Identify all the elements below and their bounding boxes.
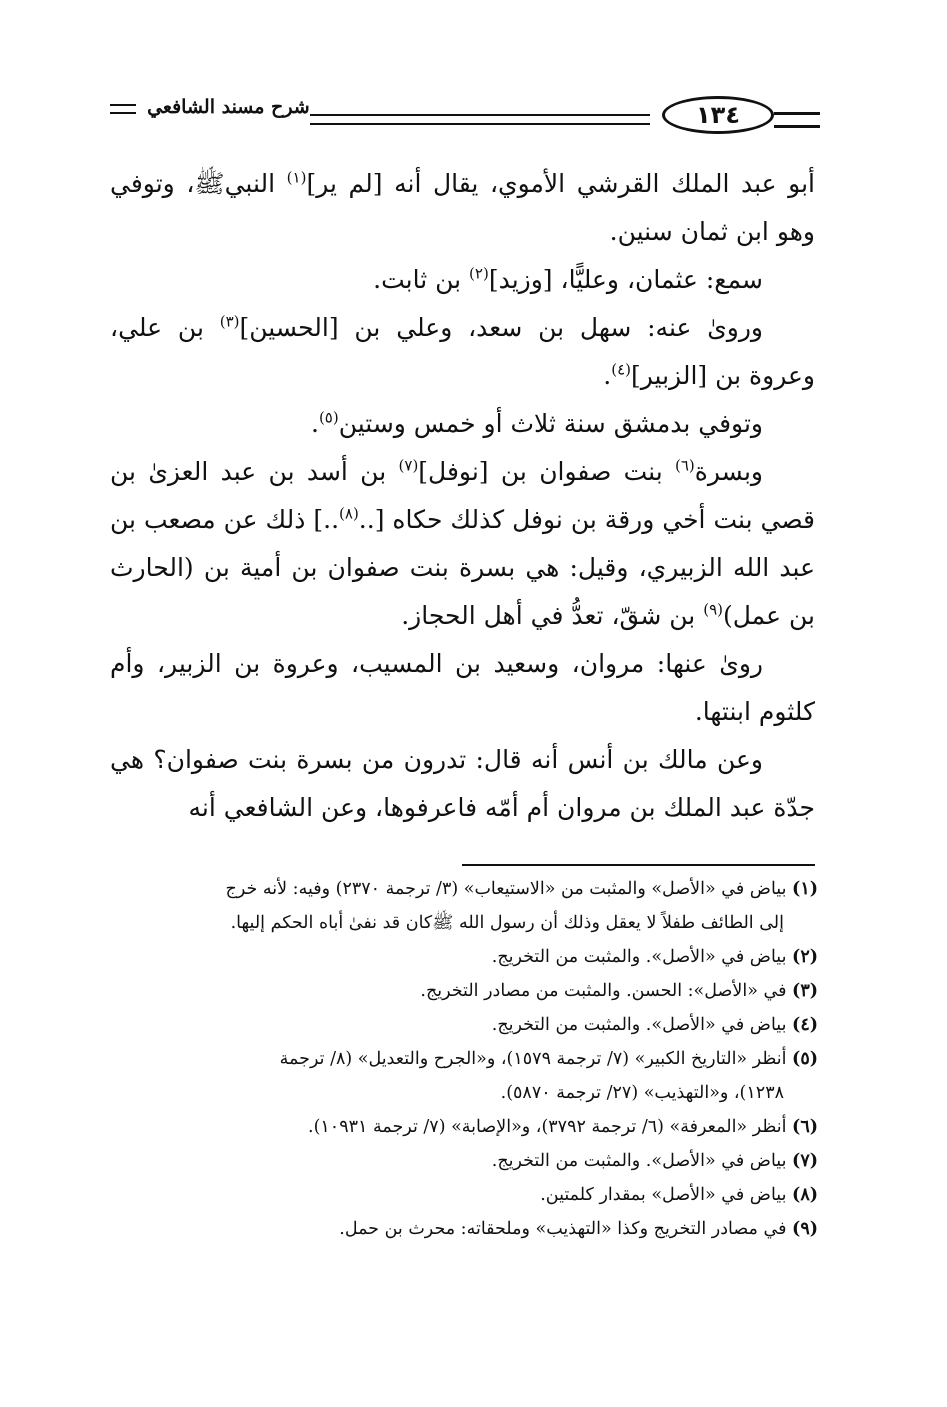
footnote-ref: (٢) (469, 264, 489, 283)
footnote-text: بياض في «الأصل». والمثبت من التخريج. (491, 1015, 787, 1035)
footnote-ref: (٥) (318, 408, 339, 427)
paragraph-1 (110, 160, 815, 256)
footnote-text: أنظر «التاريخ الكبير» (٧/ ترجمة ١٥٧٩)، و«الجرح والتعديل» (٨/ ترجمة (279, 1049, 787, 1069)
text-run: . (310, 409, 319, 438)
book-title: شرح مسند الشافعي (147, 96, 310, 118)
footnote-item (108, 1144, 818, 1178)
title-ornament-rule (110, 104, 136, 114)
page-number: ١٣٤ (696, 101, 740, 129)
footnote-item (108, 872, 818, 940)
footnote-number: (٥) (792, 1049, 818, 1069)
running-header (110, 88, 820, 144)
text-run: وروىٰ عنه: سهل بن سعد، وعلي بن [الحسين] (239, 313, 763, 342)
footnote-number: (٣) (792, 981, 818, 1001)
paragraph-7 (110, 736, 815, 832)
footnote-text: بياض في «الأصل». والمثبت من التخريج. (491, 947, 787, 967)
main-text (110, 160, 815, 832)
header-double-rule (310, 114, 650, 125)
footnote-number: (٧) (792, 1151, 818, 1171)
footnote-text: في مصادر التخريج وكذا «التهذيب» وملحقاته: محرث بن حمل. (339, 1219, 787, 1239)
footnote-continuation: إلى الطائف طفلاً لا يعقل وذلك أن رسول الله ﷺكان قد نفىٰ أباه الحكم إليها. (230, 913, 784, 933)
footnotes-list (108, 872, 818, 1246)
footnote-continuation: ١٢٣٨)، و«التهذيب» (٢٧/ ترجمة ٥٨٧٠). (500, 1083, 784, 1103)
footnote-number: (١) (792, 879, 818, 899)
footnote-text: بياض في «الأصل» بمقدار كلمتين. (540, 1185, 787, 1205)
text-run: سمع: عثمان، وعليًّا، [وزيد] (488, 265, 763, 294)
footnote-ref: (٦) (675, 456, 695, 475)
footnote-item (108, 1042, 818, 1110)
text-run: وتوفي بدمشق سنة ثلاث أو خمس وستين (338, 409, 763, 438)
footnote-number: (٢) (792, 947, 818, 967)
text-run: ..] ذلك عن مصعب بن عبد الله الزبيري، وقيل: هي بسرة بنت صفوان بن أمية بن (الحارث بن عمل) (110, 505, 815, 630)
footnote-number: (٨) (792, 1185, 818, 1205)
footnote-number: (٦) (792, 1117, 818, 1137)
footnote-ref: (٣) (219, 312, 240, 331)
footnote-text: بياض في «الأصل» والمثبت من «الاستيعاب» (٣/ ترجمة ٢٣٧٠) وفيه: لأنه خرج (225, 879, 787, 899)
paragraph-6 (110, 640, 815, 736)
text-run: وبسرة (694, 457, 764, 486)
paragraph-3 (110, 304, 815, 400)
text-run: بن ثابت. (373, 265, 470, 294)
page-number-badge (662, 96, 774, 134)
footnote-item (108, 1178, 818, 1212)
footnote-ref: (٩) (703, 600, 723, 619)
text-run: بنت صفوان بن [نوفل] (418, 457, 675, 486)
paragraph-5 (110, 448, 815, 640)
footnote-separator (462, 864, 815, 866)
footnote-number: (٤) (792, 1015, 818, 1035)
footnote-item (108, 1110, 818, 1144)
text-run: النبيﷺ، وتوفي وهو ابن ثمان سنين. (110, 169, 815, 246)
text-run: بن أسد بن عبد العزىٰ بن قصي بنت أخي ورقة بن نوفل كذلك حكاه [.. (110, 457, 815, 534)
footnote-text: بياض في «الأصل». والمثبت من التخريج. (491, 1151, 787, 1171)
text-run: بن علي، وعروة بن [الزبير] (110, 313, 815, 390)
header-ornament-rule (774, 112, 820, 128)
footnote-item (108, 974, 818, 1008)
footnote-text: في «الأصل»: الحسن. والمثبت من مصادر التخريج. (420, 981, 787, 1001)
footnote-ref: (٤) (611, 360, 631, 379)
header-title-block (110, 96, 310, 118)
text-run: أبو عبد الملك القرشي الأموي، يقال أنه [لم ير] (306, 169, 815, 198)
paragraph-2 (110, 256, 815, 304)
footnote-ref: (١) (286, 168, 307, 187)
footnote-number: (٩) (792, 1219, 818, 1239)
text-run: وعن مالك بن أنس أنه قال: تدرون من بسرة بنت صفوان؟ هي جدّة عبد الملك بن مروان أم أمّه فاعرفوها، وعن الشافعي أنه (110, 745, 815, 822)
text-run: بن شقّ، تعدُّ في أهل الحجاز. (401, 601, 704, 630)
footnote-item (108, 1212, 818, 1246)
footnote-item (108, 940, 818, 974)
paragraph-4 (110, 400, 815, 448)
footnote-text: أنظر «المعرفة» (٦/ ترجمة ٣٧٩٢)، و«الإصابة» (٧/ ترجمة ١٠٩٣١). (308, 1117, 787, 1137)
footnote-item (108, 1008, 818, 1042)
footnote-ref: (٧) (398, 456, 419, 475)
footnote-ref: (٨) (339, 504, 359, 523)
text-run: . (603, 361, 612, 390)
text-run: روىٰ عنها: مروان، وسعيد بن المسيب، وعروة بن الزبير، وأم كلثوم ابنتها. (110, 649, 815, 726)
